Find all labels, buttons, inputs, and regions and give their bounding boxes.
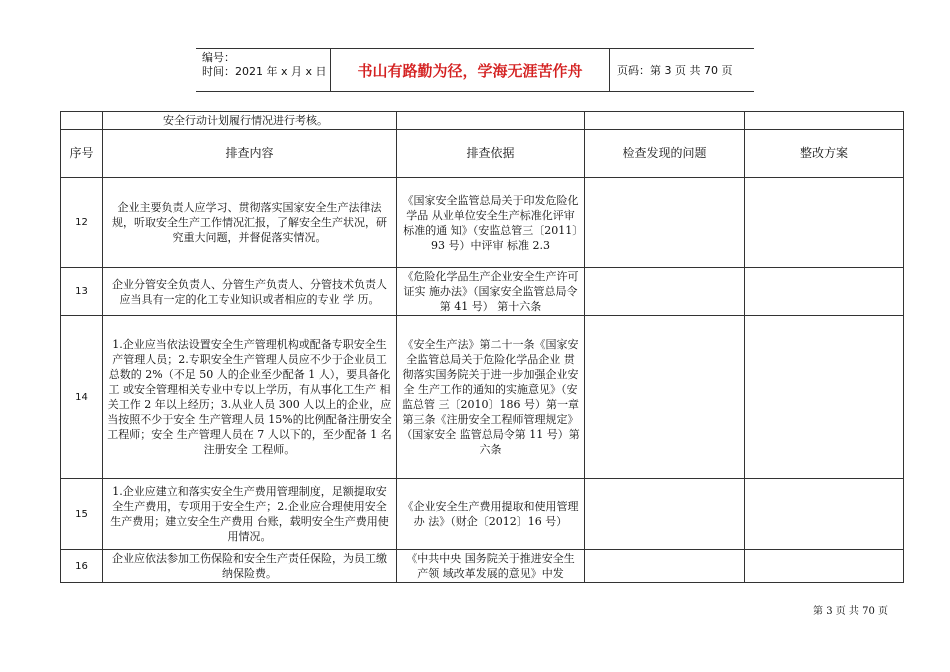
row-num: 16 xyxy=(61,550,103,583)
table-row xyxy=(61,550,904,583)
row-content: 企业应依法参加工伤保险和安全生产责任保险，为员工缴纳保险费。 xyxy=(103,550,397,583)
table-row xyxy=(61,479,904,550)
row-plan xyxy=(745,316,904,479)
table-row xyxy=(61,268,904,316)
row-num: 15 xyxy=(61,479,103,550)
row-basis: 《危险化学品生产企业安全生产许可证实 施办法》（国家安全监管总局令第 41 号） 第十六条 xyxy=(397,268,585,316)
header-meta xyxy=(196,49,330,91)
row-problem xyxy=(585,316,745,479)
col-header-plan: 整改方案 xyxy=(745,130,904,178)
row-problem xyxy=(585,479,745,550)
row-num: 14 xyxy=(61,316,103,479)
inspection-table xyxy=(60,111,904,583)
row-plan xyxy=(745,268,904,316)
serial-label: 编号： xyxy=(202,51,235,64)
table-row xyxy=(61,178,904,268)
page-footer: 第 3 页 共 70 页 xyxy=(813,606,888,617)
row-content: 1.企业应当依法设置安全生产管理机构或配备专职安全生产管理人员；2.专职安全生产管理人员应不少于企业员工总数的 2%（不足 50 人的企业至少配备 1 人），要具备化工 或安全管理相关专业中专以上学历，有从事化工生产 相关工作 2 年以上经历；3.从业人员 300 人以上的企业，应当按照不少于安全 生产管理人员 15%的比例配备注册安全工程师；安全 生产管理人员在 7 人以下的，至少配备 1 名注册安全 工程师。 xyxy=(103,316,397,479)
continuation-problem-cell xyxy=(585,112,745,130)
table-header-row xyxy=(61,130,904,178)
row-basis: 《安全生产法》第二十一条《国家安全监管总局关于危险化学品企业 贯彻落实国务院关于进一步加强企业安全 生产工作的通知的实施意见》（安监总管 三〔2010〕186 号）第一章第三条《注册安全工程师管理规定》（国家安全 监管总局令第 11 号）第六条 xyxy=(397,316,585,479)
row-content: 企业分管安全负责人、分管生产负责人、分管技术负责人应当具有一定的化工专业知识或者相应的专业 学 历。 xyxy=(103,268,397,316)
header-page-info: 页码：第 3 页 共 70 页 xyxy=(617,64,733,77)
row-problem xyxy=(585,178,745,268)
table-row xyxy=(61,316,904,479)
col-header-content: 排查内容 xyxy=(103,130,397,178)
row-problem xyxy=(585,550,745,583)
row-content: 1.企业应建立和落实安全生产费用管理制度，足额提取安全生产费用，专项用于安全生产；2.企业应合理使用安全生产费用；建立安全生产费用 台账，载明安全生产费用使用情况。 xyxy=(103,479,397,550)
continuation-basis-cell xyxy=(397,112,585,130)
continuation-num-cell xyxy=(61,112,103,130)
col-header-basis: 排查依据 xyxy=(397,130,585,178)
row-basis: 《企业安全生产费用提取和使用管理办 法》（财企〔2012〕16 号） xyxy=(397,479,585,550)
row-content: 企业主要负责人应学习、贯彻落实国家安全生产法律法规，听取安全生产工作情况汇报，了解安全生产状况，研究重大问题，并督促落实情况。 xyxy=(103,178,397,268)
row-basis: 《中共中央 国务院关于推进安全生产领 域改革发展的意见》中发 xyxy=(397,550,585,583)
page-header xyxy=(196,48,754,92)
continuation-row xyxy=(61,112,904,130)
continuation-plan-cell xyxy=(745,112,904,130)
time-text: 时间：2021 年 x 月 x 日 xyxy=(202,65,327,78)
col-header-problem: 检查发现的问题 xyxy=(585,130,745,178)
row-basis: 《国家安全监管总局关于印发危险化学品 从业单位安全生产标准化评审标准的通 知》（安监总管三〔2011〕93 号）中评审 标准 2.3 xyxy=(397,178,585,268)
row-plan xyxy=(745,479,904,550)
row-plan xyxy=(745,550,904,583)
row-plan xyxy=(745,178,904,268)
row-problem xyxy=(585,268,745,316)
row-num: 13 xyxy=(61,268,103,316)
continuation-text: 安全行动计划履行情况进行考核。 xyxy=(103,112,397,130)
col-header-num: 序号 xyxy=(61,130,103,178)
header-motto: 书山有路勤为径，学海无涯苦作舟 xyxy=(330,49,610,91)
row-num: 12 xyxy=(61,178,103,268)
